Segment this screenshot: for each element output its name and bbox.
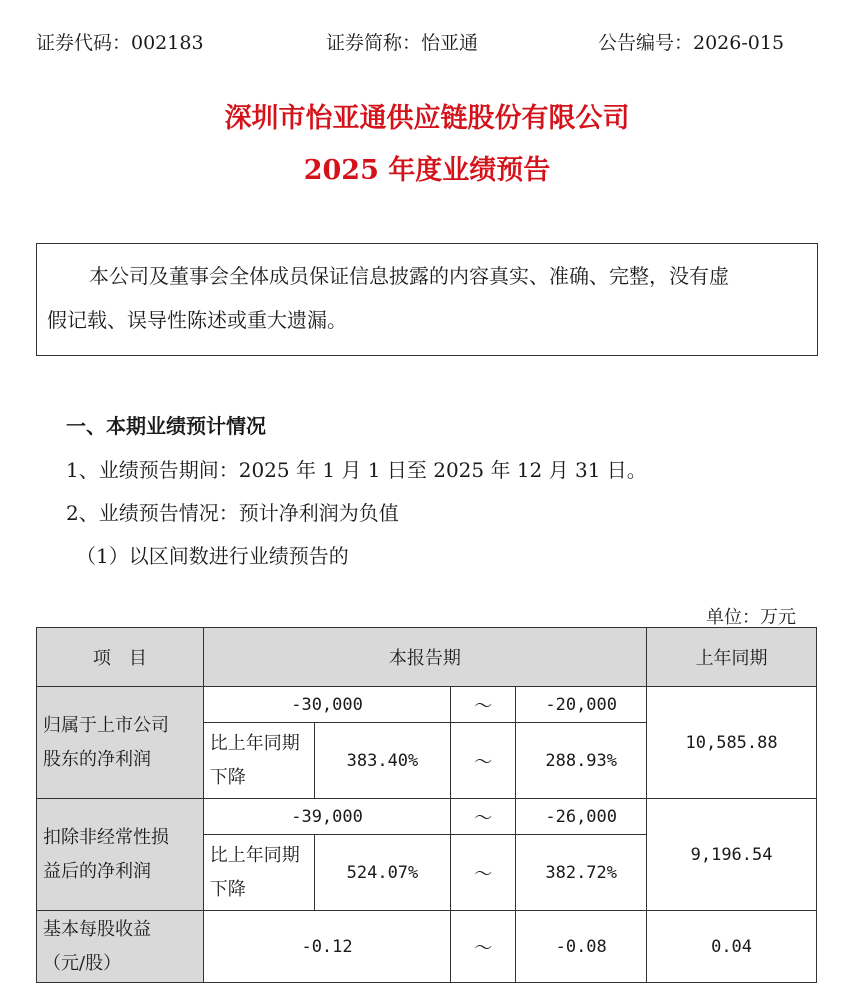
row-label-line-2: （元/股） (43, 952, 122, 974)
row-label-line-1: 基本每股收益 (43, 918, 151, 940)
change-label-line-2: 下降 (209, 878, 246, 900)
prior-value: 10,585.88 (647, 687, 817, 799)
header-current-period: 本报告期 (203, 628, 646, 687)
range-low: -0.12 (203, 911, 451, 983)
performance-forecast-table (36, 627, 817, 983)
unit-label: 单位：万元 (706, 607, 796, 628)
row-label (37, 687, 204, 799)
change-label-line-1: 比上年同期 (209, 732, 300, 754)
change-high: 288.93% (516, 723, 647, 799)
table-row (37, 687, 817, 723)
prior-value: 9,196.54 (647, 799, 817, 911)
company-title: 深圳市怡亚通供应链股份有限公司 (224, 103, 630, 134)
change-label (203, 835, 314, 911)
row-label-line-2: 益后的净利润 (43, 860, 151, 882)
table-row (37, 799, 817, 835)
range-low: -30,000 (203, 687, 451, 723)
prior-value: 0.04 (647, 911, 817, 983)
change-low: 383.40% (314, 723, 451, 799)
forecast-status: 2、业绩预告情况：预计净利润为负值 (66, 501, 399, 525)
row-label-line-2: 股东的净利润 (43, 748, 151, 770)
forecast-period: 1、业绩预告期间：2025 年 1 月 1 日至 2025 年 12 月 31 日。 (66, 458, 647, 482)
forecast-type: （1）以区间数进行业绩预告的 (76, 544, 349, 568)
section-heading: 一、本期业绩预计情况 (66, 414, 266, 438)
disclosure-notice-box (36, 243, 818, 356)
row-label-line-1: 扣除非经常性损 (43, 826, 169, 848)
range-low: -39,000 (203, 799, 451, 835)
report-title: 2025 年度业绩预告 (303, 155, 551, 186)
notice-line-1: 本公司及董事会全体成员保证信息披露的内容真实、准确、完整，没有虚 (89, 264, 729, 288)
stock-abbreviation: 证券简称：怡亚通 (326, 32, 479, 54)
range-tilde: ～ (451, 723, 516, 799)
notice-line-2: 假记载、误导性陈述或重大遗漏。 (47, 308, 347, 332)
header-item: 项 目 (37, 628, 204, 687)
table-header-row (37, 628, 817, 687)
change-label (203, 723, 314, 799)
row-label-line-1: 归属于上市公司 (43, 714, 169, 736)
table-row (37, 911, 817, 983)
change-high: 382.72% (516, 835, 647, 911)
announcement-number: 公告编号：2026-015 (598, 32, 785, 54)
range-high: -20,000 (516, 687, 647, 723)
change-label-line-2: 下降 (209, 766, 246, 788)
range-high: -0.08 (516, 911, 647, 983)
range-tilde: ～ (451, 687, 516, 723)
change-label-line-1: 比上年同期 (209, 844, 300, 866)
range-tilde: ～ (451, 911, 516, 983)
range-tilde: ～ (451, 835, 516, 911)
range-tilde: ～ (451, 799, 516, 835)
row-label (37, 911, 204, 983)
change-low: 524.07% (314, 835, 451, 911)
range-high: -26,000 (516, 799, 647, 835)
stock-code: 证券代码：002183 (36, 32, 204, 54)
header-prior-period: 上年同期 (647, 628, 817, 687)
row-label (37, 799, 204, 911)
